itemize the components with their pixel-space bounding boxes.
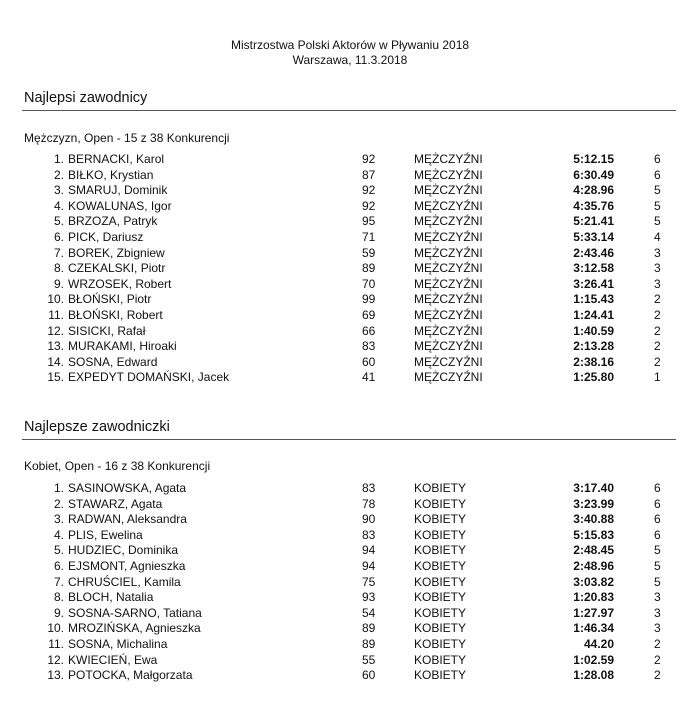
result-time: 1:20.83 xyxy=(573,590,614,605)
result-event-count: 2 xyxy=(654,354,661,369)
result-rank: 4. xyxy=(53,198,64,213)
result-age: 60 xyxy=(362,668,376,683)
result-category: KOBIETY xyxy=(414,512,467,527)
result-name: MROZIŃSKA, Agnieszka xyxy=(68,621,201,636)
result-category: MĘŻCZYŹNI xyxy=(414,198,483,213)
result-age: 92 xyxy=(362,183,376,198)
result-rank: 11. xyxy=(48,636,64,651)
result-time: 5:33.14 xyxy=(573,229,614,244)
result-name: BŁOŃSKI, Robert xyxy=(68,307,163,322)
table-row xyxy=(0,277,700,293)
result-rank: 1. xyxy=(53,152,64,166)
result-event-count: 5 xyxy=(654,183,661,198)
result-rank: 13. xyxy=(47,668,64,683)
result-time: 5:15.83 xyxy=(573,527,614,542)
table-row xyxy=(0,559,700,575)
table-row xyxy=(0,497,700,513)
table-row xyxy=(0,621,700,637)
result-name: SOSNA, Michalina xyxy=(68,636,168,651)
result-name: HUDZIEC, Dominika xyxy=(68,543,179,558)
result-category: MĘŻCZYŹNI xyxy=(414,292,483,307)
result-rank: 14. xyxy=(47,354,64,369)
result-age: 55 xyxy=(362,652,376,667)
result-category: KOBIETY xyxy=(414,605,467,620)
result-rank: 9. xyxy=(53,276,64,291)
result-rank: 8. xyxy=(53,590,64,605)
result-time: 6:30.49 xyxy=(573,167,614,182)
result-category: KOBIETY xyxy=(414,481,467,495)
result-name: KOWALUNAS, Igor xyxy=(68,198,172,213)
result-name: RADWAN, Aleksandra xyxy=(68,512,187,527)
table-row xyxy=(0,308,700,324)
result-rank: 6. xyxy=(53,229,64,244)
result-age: 59 xyxy=(362,245,376,260)
result-age: 66 xyxy=(362,323,376,338)
result-event-count: 2 xyxy=(654,323,661,338)
result-age: 83 xyxy=(362,527,376,542)
result-rank: 5. xyxy=(53,214,64,229)
result-event-count: 6 xyxy=(654,152,661,166)
result-name: SISICKI, Rafał xyxy=(68,323,146,338)
result-event-count: 3 xyxy=(654,245,661,260)
women-results-table xyxy=(0,481,700,684)
table-row xyxy=(0,246,700,262)
men-results-table xyxy=(0,152,700,386)
document-subtitle: Warszawa, 11.3.2018 xyxy=(292,53,408,67)
women-section-divider xyxy=(22,439,676,440)
result-name: MURAKAMI, Hiroaki xyxy=(68,339,177,354)
result-event-count: 3 xyxy=(654,621,661,636)
result-event-count: 5 xyxy=(654,558,661,573)
table-row xyxy=(0,575,700,591)
result-time: 2:48.45 xyxy=(573,543,614,558)
result-time: 5:12.15 xyxy=(573,152,614,166)
result-name: SOSNA, Edward xyxy=(68,354,158,369)
result-age: 90 xyxy=(362,512,376,527)
result-event-count: 5 xyxy=(654,214,661,229)
result-event-count: 3 xyxy=(654,276,661,291)
result-name: BRZOZA, Patryk xyxy=(68,214,158,229)
table-row xyxy=(0,590,700,606)
table-row xyxy=(0,230,700,246)
table-row xyxy=(0,339,700,355)
result-category: MĘŻCZYŹNI xyxy=(414,245,483,260)
result-age: 89 xyxy=(362,636,376,651)
result-age: 60 xyxy=(362,354,376,369)
men-section-subheading: Mężczyzn, Open - 15 z 38 Konkurencji xyxy=(24,131,230,145)
table-row xyxy=(0,606,700,622)
table-row xyxy=(0,168,700,184)
result-time: 44.20 xyxy=(583,636,614,651)
result-event-count: 4 xyxy=(654,229,661,244)
result-rank: 2. xyxy=(53,496,64,511)
result-name: CHRUŚCIEL, Kamila xyxy=(68,574,181,589)
result-age: 71 xyxy=(362,229,376,244)
result-time: 3:40.88 xyxy=(573,512,614,527)
result-name: BLOCH, Natalia xyxy=(68,590,154,605)
result-rank: 2. xyxy=(53,167,64,182)
result-rank: 9. xyxy=(53,605,64,620)
table-row xyxy=(0,637,700,653)
result-event-count: 5 xyxy=(654,543,661,558)
men-section-divider xyxy=(22,110,676,111)
result-rank: 7. xyxy=(53,245,64,260)
result-time: 1:46.34 xyxy=(573,621,614,636)
result-event-count: 2 xyxy=(654,292,661,307)
result-name: BOREK, Zbigniew xyxy=(68,245,165,260)
result-name: EXPEDYT DOMAŃSKI, Jacek xyxy=(68,370,230,385)
table-row xyxy=(0,199,700,215)
result-event-count: 5 xyxy=(654,574,661,589)
result-age: 78 xyxy=(362,496,376,511)
result-age: 99 xyxy=(362,292,376,307)
result-name: EJSMONT, Agnieszka xyxy=(68,558,186,573)
result-category: KOBIETY xyxy=(414,621,467,636)
table-row xyxy=(0,528,700,544)
result-time: 1:27.97 xyxy=(573,605,614,620)
table-row xyxy=(0,183,700,199)
result-category: KOBIETY xyxy=(414,652,467,667)
result-time: 2:13.28 xyxy=(573,339,614,354)
result-event-count: 3 xyxy=(654,590,661,605)
result-event-count: 2 xyxy=(654,668,661,683)
result-category: KOBIETY xyxy=(414,558,467,573)
women-section-subheading: Kobiet, Open - 16 z 38 Konkurencji xyxy=(24,459,211,473)
result-category: KOBIETY xyxy=(414,636,467,651)
men-section-heading: Najlepsi zawodnicy xyxy=(24,90,148,106)
result-event-count: 2 xyxy=(654,307,661,322)
result-rank: 8. xyxy=(53,261,64,276)
result-age: 92 xyxy=(362,152,376,166)
result-category: MĘŻCZYŹNI xyxy=(414,167,483,182)
result-category: KOBIETY xyxy=(414,527,467,542)
result-category: MĘŻCZYŹNI xyxy=(414,354,483,369)
result-age: 70 xyxy=(362,276,376,291)
result-category: KOBIETY xyxy=(414,496,467,511)
result-time: 1:28.08 xyxy=(573,668,614,683)
result-rank: 12. xyxy=(47,652,64,667)
result-category: MĘŻCZYŹNI xyxy=(414,370,483,385)
result-rank: 1. xyxy=(53,481,64,495)
table-row xyxy=(0,152,700,168)
result-name: PLIS, Ewelina xyxy=(68,527,143,542)
result-time: 1:40.59 xyxy=(573,323,614,338)
result-name: BERNACKI, Karol xyxy=(68,152,165,166)
table-row xyxy=(0,653,700,669)
table-row xyxy=(0,668,700,684)
result-age: 69 xyxy=(362,307,376,322)
result-rank: 10. xyxy=(47,621,64,636)
result-name: SOSNA-SARNO, Tatiana xyxy=(68,605,202,620)
result-event-count: 6 xyxy=(654,496,661,511)
result-name: POTOCKA, Małgorzata xyxy=(68,668,193,683)
result-time: 4:35.76 xyxy=(573,198,614,213)
result-name: PICK, Dariusz xyxy=(68,229,144,244)
table-row xyxy=(0,261,700,277)
table-row xyxy=(0,481,700,497)
result-rank: 3. xyxy=(53,183,64,198)
result-name: STAWARZ, Agata xyxy=(68,496,163,511)
result-time: 3:17.40 xyxy=(573,481,614,495)
result-event-count: 1 xyxy=(654,370,661,385)
result-age: 89 xyxy=(362,261,376,276)
result-time: 1:25.80 xyxy=(573,370,614,385)
result-rank: 4. xyxy=(53,527,64,542)
result-category: MĘŻCZYŹNI xyxy=(414,183,483,198)
women-section-heading: Najlepsze zawodniczki xyxy=(24,419,170,435)
result-time: 2:38.16 xyxy=(573,354,614,369)
table-row xyxy=(0,543,700,559)
result-event-count: 2 xyxy=(654,339,661,354)
table-row xyxy=(0,355,700,371)
result-category: MĘŻCZYŹNI xyxy=(414,323,483,338)
result-category: KOBIETY xyxy=(414,574,467,589)
result-event-count: 6 xyxy=(654,481,661,495)
result-time: 2:48.96 xyxy=(573,558,614,573)
result-time: 3:26.41 xyxy=(573,276,614,291)
result-name: BIŁKO, Krystian xyxy=(68,167,154,182)
result-category: MĘŻCZYŹNI xyxy=(414,339,483,354)
result-category: MĘŻCZYŹNI xyxy=(414,214,483,229)
table-row xyxy=(0,324,700,340)
result-age: 87 xyxy=(362,167,376,182)
result-name: SASINOWSKA, Agata xyxy=(68,481,187,495)
result-age: 92 xyxy=(362,198,376,213)
result-name: KWIECIEŃ, Ewa xyxy=(68,652,158,667)
result-category: KOBIETY xyxy=(414,668,467,683)
result-event-count: 2 xyxy=(654,636,661,651)
result-category: MĘŻCZYŹNI xyxy=(414,307,483,322)
result-time: 4:28.96 xyxy=(573,183,614,198)
result-age: 94 xyxy=(362,543,376,558)
result-rank: 15. xyxy=(47,370,64,385)
result-event-count: 6 xyxy=(654,167,661,182)
document-title: Mistrzostwa Polski Aktorów w Pływaniu 2018 xyxy=(230,38,470,52)
result-age: 94 xyxy=(362,558,376,573)
result-time: 3:03.82 xyxy=(573,574,614,589)
result-name: BŁOŃSKI, Piotr xyxy=(68,292,152,307)
result-time: 1:24.41 xyxy=(573,307,614,322)
result-category: KOBIETY xyxy=(414,590,467,605)
table-row xyxy=(0,292,700,308)
result-rank: 7. xyxy=(53,574,64,589)
result-rank: 13. xyxy=(47,339,64,354)
result-category: MĘŻCZYŹNI xyxy=(414,276,483,291)
result-rank: 3. xyxy=(53,512,64,527)
table-row xyxy=(0,214,700,230)
result-event-count: 2 xyxy=(654,652,661,667)
result-age: 95 xyxy=(362,214,376,229)
result-name: CZEKALSKI, Piotr xyxy=(68,261,166,276)
result-category: MĘŻCZYŹNI xyxy=(414,152,483,166)
result-name: SMARUJ, Dominik xyxy=(68,183,168,198)
result-age: 54 xyxy=(362,605,376,620)
result-time: 1:15.43 xyxy=(573,292,614,307)
result-time: 2:43.46 xyxy=(573,245,614,260)
result-time: 3:12.58 xyxy=(573,261,614,276)
result-age: 83 xyxy=(362,339,376,354)
result-category: MĘŻCZYŹNI xyxy=(414,261,483,276)
result-category: KOBIETY xyxy=(414,543,467,558)
result-age: 75 xyxy=(362,574,376,589)
result-event-count: 3 xyxy=(654,605,661,620)
result-event-count: 6 xyxy=(654,512,661,527)
result-rank: 11. xyxy=(48,307,64,322)
result-rank: 10. xyxy=(47,292,64,307)
result-rank: 5. xyxy=(53,543,64,558)
result-category: MĘŻCZYŹNI xyxy=(414,229,483,244)
result-event-count: 6 xyxy=(654,527,661,542)
result-event-count: 5 xyxy=(654,198,661,213)
result-time: 1:02.59 xyxy=(573,652,614,667)
result-age: 41 xyxy=(362,370,376,385)
result-age: 83 xyxy=(362,481,376,495)
result-rank: 12. xyxy=(47,323,64,338)
result-age: 89 xyxy=(362,621,376,636)
result-time: 5:21.41 xyxy=(573,214,614,229)
table-row xyxy=(0,370,700,386)
result-age: 93 xyxy=(362,590,376,605)
result-event-count: 3 xyxy=(654,261,661,276)
result-name: WRZOSEK, Robert xyxy=(68,276,172,291)
result-time: 3:23.99 xyxy=(573,496,614,511)
table-row xyxy=(0,512,700,528)
result-rank: 6. xyxy=(53,558,64,573)
